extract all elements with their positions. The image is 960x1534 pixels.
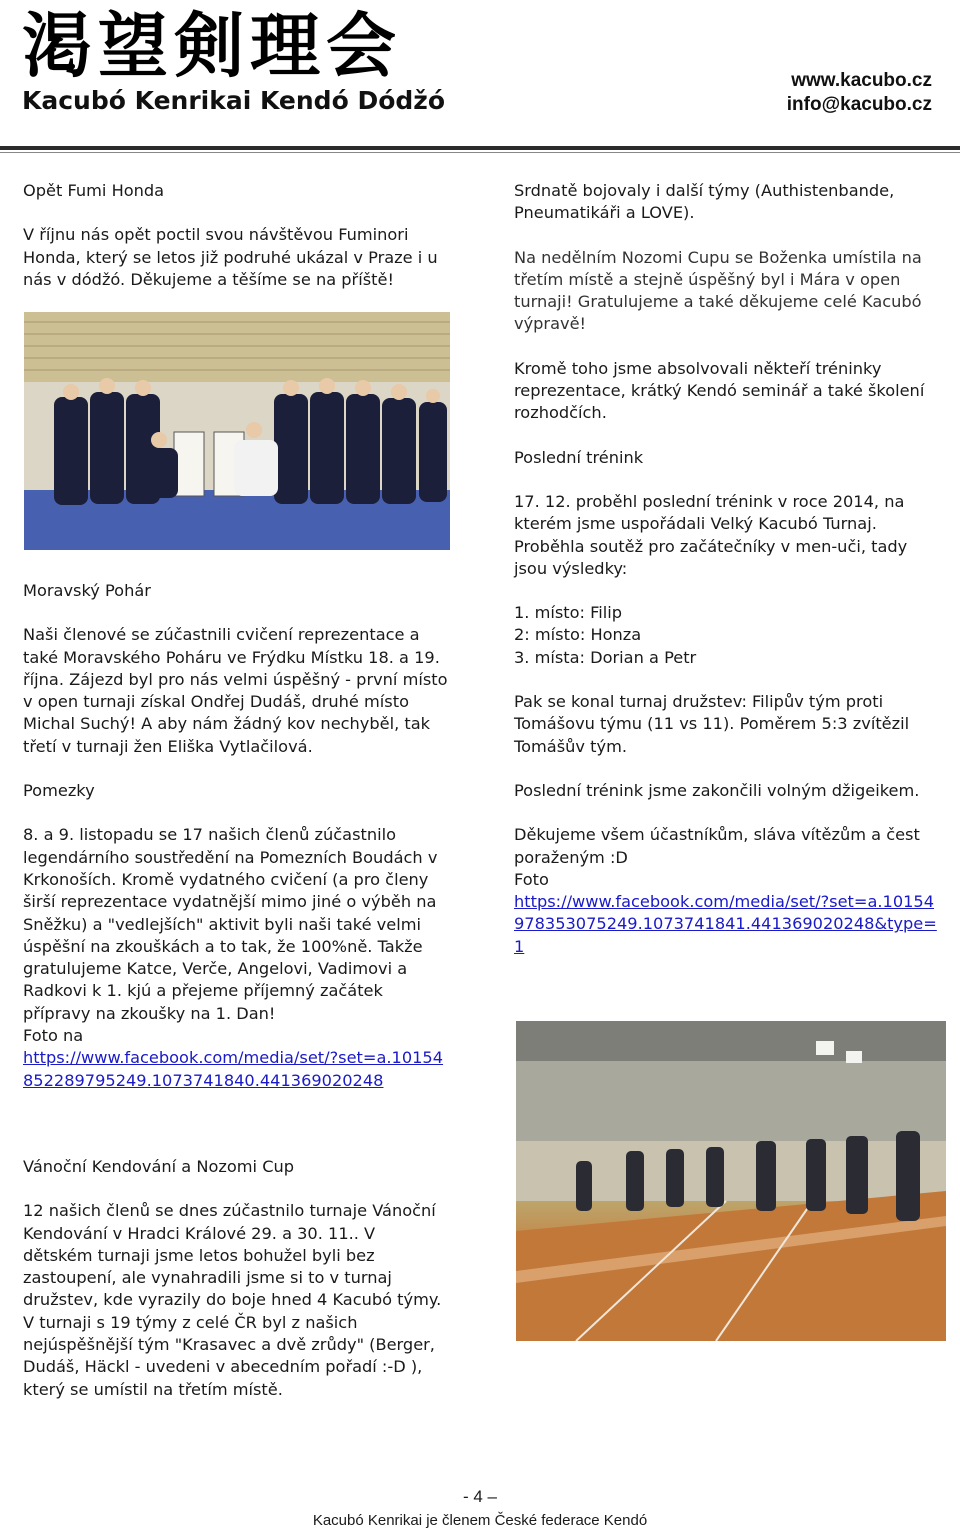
fumi-section bbox=[23, 180, 448, 291]
right-column-top bbox=[514, 180, 939, 469]
posledni-heading: Poslední trénink bbox=[514, 447, 644, 467]
moravsky-paragraph: Naši členové se zúčastnili cvičení reprezentace a také Moravského Poháru ve Frýdku Místku 18. a 19. října. Zájezd byl pro nás velmi úspěšný - první místo v open turnaji získal Ondřej Dudáš, druhé místo Michal Suchý! A aby nám žádný kov nechyběl, tak třetí v turnaji žen Eliška Vytlačilová. bbox=[23, 625, 448, 756]
page-number: - 4 – bbox=[462, 1487, 498, 1506]
result-third: 3. místa: Dorian a Petr bbox=[514, 647, 697, 667]
pomezky-paragraph: 8. a 9. listopadu se 17 našich členů zúčastnilo legendárního soustředění na Pomezních Boudách v Krkonoších. Kromě vydatného cvičení (a pro členy širší reprezentace vydatnější mimo jiné o výběh na Sněžku) a "vedlejších" aktivit byli naši také velmi úspěšní na zkouškách a to tak, že 100%ně. Takže gratulujeme Katce, Verče, Angelovi, Vadimovi a Radkovi k 1. kjú a přejeme příjemný začátek přípravy na zkoušky na 1. Dan! bbox=[23, 825, 438, 1023]
result-first: 1. místo: Filip bbox=[514, 603, 623, 623]
team-match-paragraph: Pak se konal turnaj družstev: Filipův tým proti Tomášovu týmu (11 vs 11). Poměrem 5:3 zvítězil Tomášův tým. bbox=[514, 692, 910, 756]
fumi-paragraph: V říjnu nás opět poctil svou návštěvou Fuminori Honda, který se letos již podruhé ukázal v Praze i u nás v dódžó. Děkujeme a těšíme se na příště! bbox=[23, 225, 438, 289]
vanocni-heading: Vánoční Kendování a Nozomi Cup bbox=[23, 1157, 295, 1176]
header-divider bbox=[0, 146, 960, 150]
dzigeiko-paragraph: Poslední trénink jsme zakončili volným džigeikem. bbox=[514, 780, 920, 800]
moravsky-heading: Moravský Pohár bbox=[23, 581, 151, 600]
foto-label: Foto bbox=[514, 869, 549, 889]
dojo-training-photo bbox=[516, 1021, 946, 1341]
vanocni-section bbox=[23, 1156, 448, 1401]
posledni-section bbox=[514, 491, 939, 958]
header-divider-thin bbox=[0, 152, 960, 153]
vanocni-paragraph: 12 našich členů se dnes zúčastnilo turnaje Vánoční Kendování v Hradci Králové 29. a 30. 11.. V dětském turnaji jsme letos bohužel byli bez zastoupení, ale vynahradili jsme si to v turnaj družstev, kde vyrazily do boje hned 4 Kacubó týmy. V turnaji s 19 týmy z celé ČR byl z našich nejúspěšnější tým "Krasavec a dvě zrůdy" (Berger, Dudáš, Häckl - uvedeni v abecedním pořadí :-D ), který se umístil na třetím místě. bbox=[23, 1201, 442, 1399]
moravsky-section bbox=[23, 580, 448, 1092]
footer-note: Kacubó Kenrikai je členem České federace Kendó bbox=[312, 1512, 648, 1529]
pomezky-foto-label: Foto na bbox=[23, 1026, 84, 1046]
training-paragraph: Kromě toho jsme absolvovali někteří tréninky reprezentace, krátký Kendó seminář a také školení rozhodčích. bbox=[514, 358, 925, 423]
nozomi-paragraph: Na nedělním Nozomi Cupu se Boženka umístila na třetím místě a stejně úspěšný byl i Mára v open turnaji! Gratulujeme a také děkujeme celé Kacubó výpravě! bbox=[514, 247, 922, 334]
email-link[interactable]: info@kacubo.cz bbox=[786, 94, 932, 115]
pomezky-photo-link[interactable]: https://www.facebook.com/media/set/?set=a.10154852289795249.1073741840.441369020248 bbox=[23, 1048, 444, 1090]
website-link[interactable]: www.kacubo.cz bbox=[791, 70, 932, 91]
thanks-paragraph: Děkujeme všem účastníkům, sláva vítězům a čest poraženým :D bbox=[514, 825, 920, 867]
fumi-heading: Opět Fumi Honda bbox=[23, 181, 165, 200]
posledni-paragraph: 17. 12. proběhl poslední trénink v roce 2014, na kterém jsme uspořádali Velký Kacubó Turnaj. Proběhla soutěž pro začátečníky v men-uči, tady jsou výsledky: bbox=[514, 492, 908, 578]
training-photo-link[interactable]: https://www.facebook.com/media/set/?set=a.10154978353075249.1073741841.441369020248&type=1 bbox=[514, 892, 937, 956]
pomezky-heading: Pomezky bbox=[23, 781, 95, 801]
team-group-photo bbox=[24, 312, 450, 550]
club-logo-kanji: 渇望剣理会 bbox=[22, 5, 402, 87]
club-name: Kacubó Kenrikai Kendó Dódžó bbox=[22, 86, 445, 115]
result-second: 2: místo: Honza bbox=[514, 625, 642, 645]
teams-paragraph: Srdnatě bojovaly i další týmy (Authistenbande, Pneumatikáři a LOVE). bbox=[514, 181, 895, 223]
